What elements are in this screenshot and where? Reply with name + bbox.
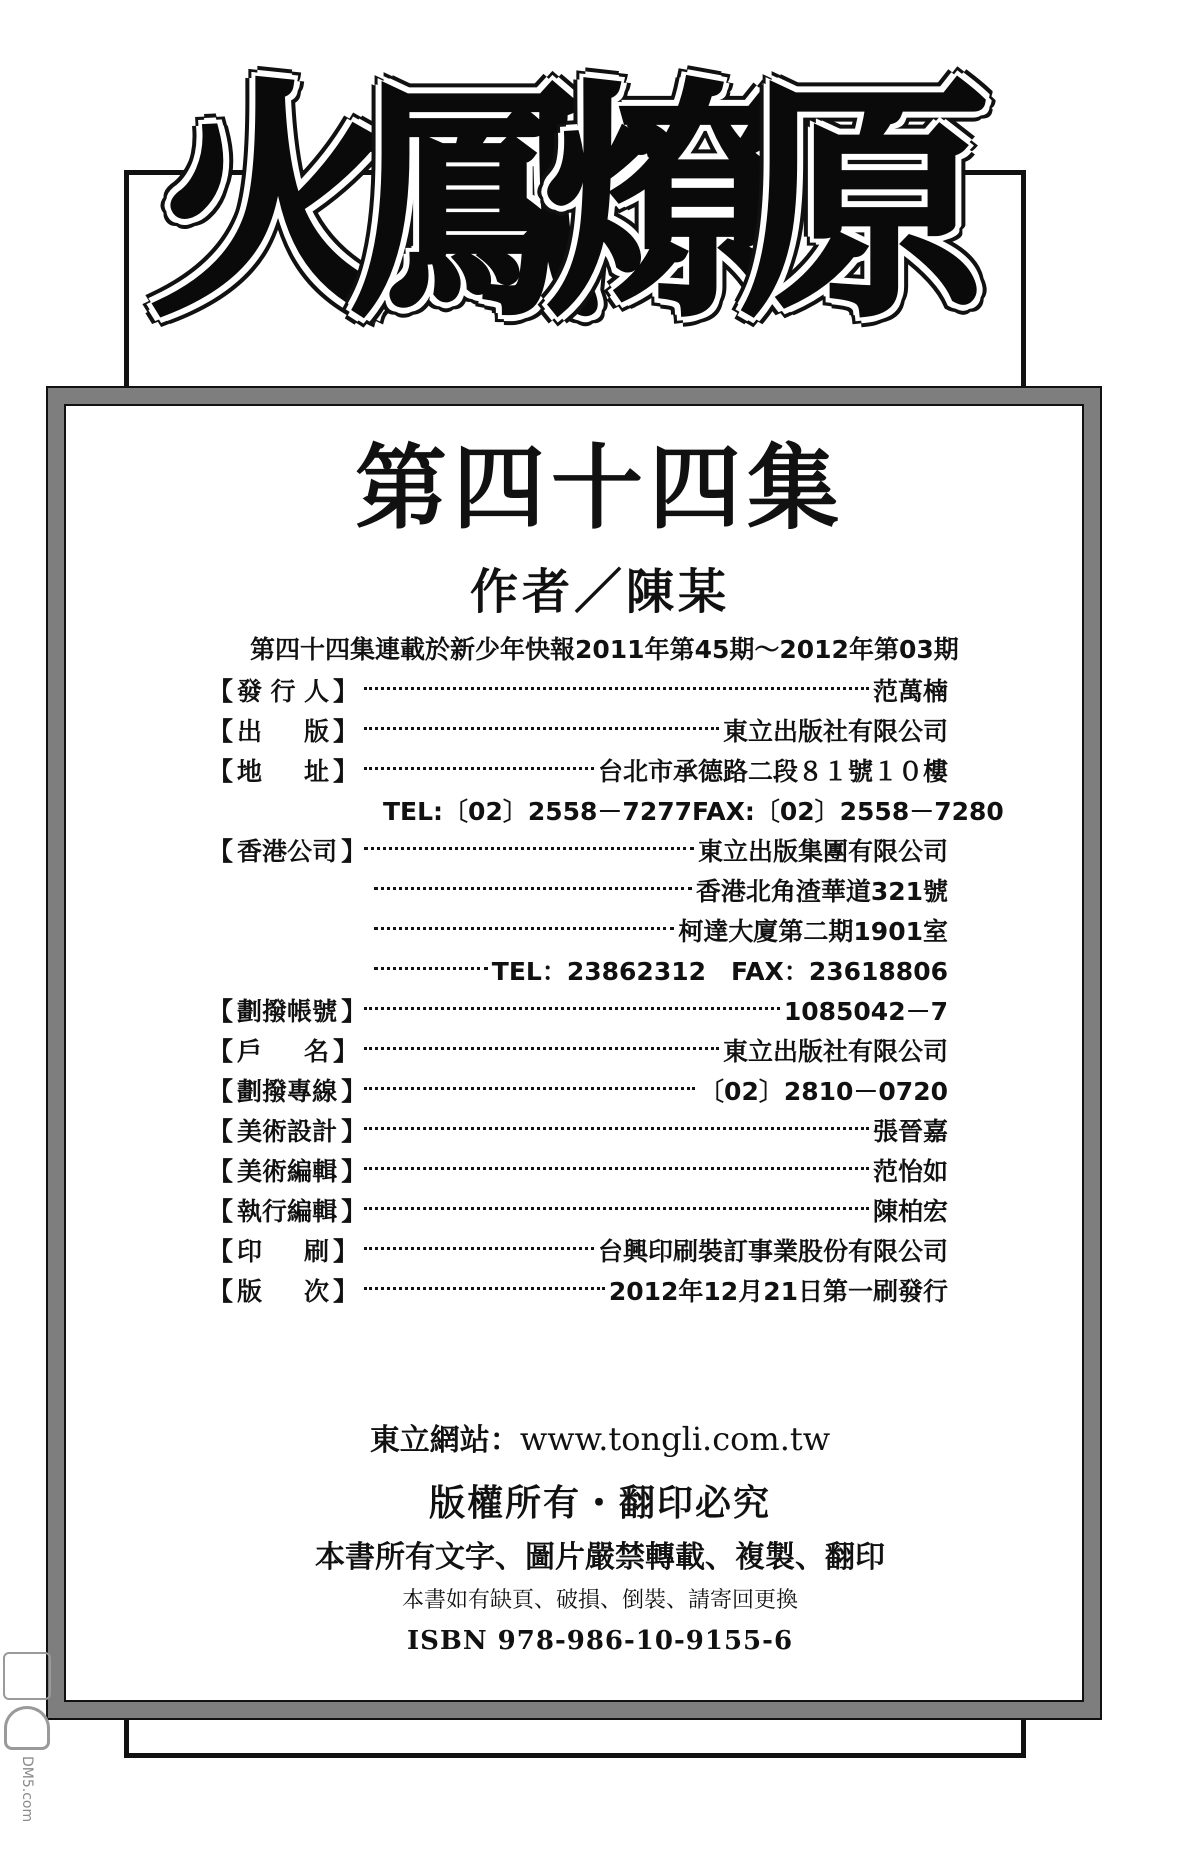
leader-dots [364,1007,780,1010]
credit-value: 〔02〕2810－0720 [699,1077,948,1106]
credit-value: 2012年12月21日第一刷發行 [608,1277,948,1306]
fax-text: FAX:〔02〕2558－7280 [692,797,1004,826]
leader-dots [374,927,674,930]
credit-value: 台北市承德路二段８１號１０樓 [597,757,948,786]
leader-dots [364,687,869,690]
copyright-notice: 版權所有・翻印必究 [428,1482,771,1524]
credit-row [208,710,948,750]
credit-value: 東立出版社有限公司 [722,717,948,746]
leader-dots [364,727,719,730]
title-glyph: 燎 [545,59,795,350]
leader-dots [364,1167,869,1170]
credit-key: 【 執 行 編 輯 】 [208,1192,358,1228]
watermark-mark-icon [3,1652,51,1700]
credit-value: 柯達大廈第二期1901室 [678,917,948,946]
credit-key: 【 地 址 】 [208,752,358,788]
watermark-mark-icon [4,1706,50,1750]
credit-row [208,990,948,1030]
leader-dots [364,1047,719,1050]
credit-value: 陳柏宏 [872,1197,948,1226]
credit-key-text: 劃 撥 帳 號 [237,997,338,1026]
website-label: 東立網站： [369,1423,520,1458]
credit-key-text: 香 港 公 司 [237,837,338,866]
credit-value: 范萬楠 [872,677,948,706]
credit-row [208,750,948,790]
reproduction-notice: 本書所有文字、圖片嚴禁轉載、複製、翻印 [315,1540,885,1575]
credit-key-text: 版 次 [237,1277,329,1306]
leader-dots [364,1087,695,1090]
credit-value: 東立出版社有限公司 [722,1037,948,1066]
credits-list [208,670,1004,1310]
leader-dots [364,767,594,770]
credit-row [208,1030,948,1070]
watermark-text: DM5.com [19,1755,35,1822]
credit-key: 【 劃 撥 帳 號 】 [208,992,358,1028]
credit-row [208,1110,948,1150]
credit-key-text: 出 版 [237,717,329,746]
credit-value: 范怡如 [872,1157,948,1186]
credit-key-text: 執 行 編 輯 [237,1197,338,1226]
title-glyph: 火 [150,59,400,350]
volume-title: 第四十四集 [354,434,845,542]
credit-row [208,1270,948,1310]
title-glyph: 原 [740,59,990,350]
credit-row [208,1150,948,1190]
tel-fax-row [208,790,1004,830]
credit-row [208,1070,948,1110]
isbn: ISBN 978-986-10-9155-6 [406,1626,794,1656]
credit-value: 東立出版集團有限公司 [697,837,948,866]
credit-key-text: 戶 名 [237,1037,329,1066]
website-link[interactable]: www.tongli.com.tw [519,1420,831,1458]
credit-row-continued [208,950,948,990]
credit-key-text: 印 刷 [237,1237,329,1266]
leader-dots [364,1207,869,1210]
credit-row-continued [208,870,948,910]
credit-row [208,1190,948,1230]
credit-value: 台興印刷裝訂事業股份有限公司 [597,1237,948,1266]
credit-key-text: 美 術 編 輯 [237,1157,338,1186]
credit-key-text: 劃 撥 專 線 [237,1077,338,1106]
credit-key-text: 美 術 設 計 [237,1117,338,1146]
credit-value: TEL：23862312 FAX：23618806 [491,957,948,986]
title-glyph: 鳳 [350,59,600,350]
credit-key-text: 發 行 人 [237,677,329,706]
leader-dots [364,1287,605,1290]
tel-text: TEL:〔02〕2558－7277 [383,797,693,826]
author-line: 作者／陳某 [469,564,730,620]
credit-row [208,670,948,710]
leader-dots [364,847,694,850]
leader-dots [374,967,488,970]
credit-key: 【 出 版 】 [208,712,358,748]
credit-row [208,830,948,870]
credit-key: 【 香 港 公 司 】 [208,832,358,868]
credit-key: 【 劃 撥 專 線 】 [208,1072,358,1108]
serial-info: 第四十四集連載於新少年快報2011年第45期～2012年第03期 [250,635,959,664]
defect-notice: 本書如有缺頁、破損、倒裝、請寄回更換 [401,1588,798,1613]
credit-key: 【 印 刷 】 [208,1232,358,1268]
credit-value: 1085042－7 [783,997,948,1026]
credit-key: 【 發 行 人 】 [208,672,358,708]
series-title [150,55,990,355]
credit-row-continued [208,910,948,950]
credit-key: 【 美 術 編 輯 】 [208,1152,358,1188]
leader-dots [364,1127,869,1130]
credit-key: 【 美 術 設 計 】 [208,1112,358,1148]
website-line [0,1415,1200,1459]
leader-dots [364,1247,594,1250]
credit-value: 張晉嘉 [872,1117,948,1146]
leader-dots [374,887,692,890]
credit-row [208,1230,948,1270]
credit-key: 【 戶 名 】 [208,1032,358,1068]
credit-key-text: 地 址 [237,757,329,786]
watermark-logo [2,1652,52,1822]
credit-value: 香港北角渣華道321號 [695,877,948,906]
credit-key: 【 版 次 】 [208,1272,358,1308]
